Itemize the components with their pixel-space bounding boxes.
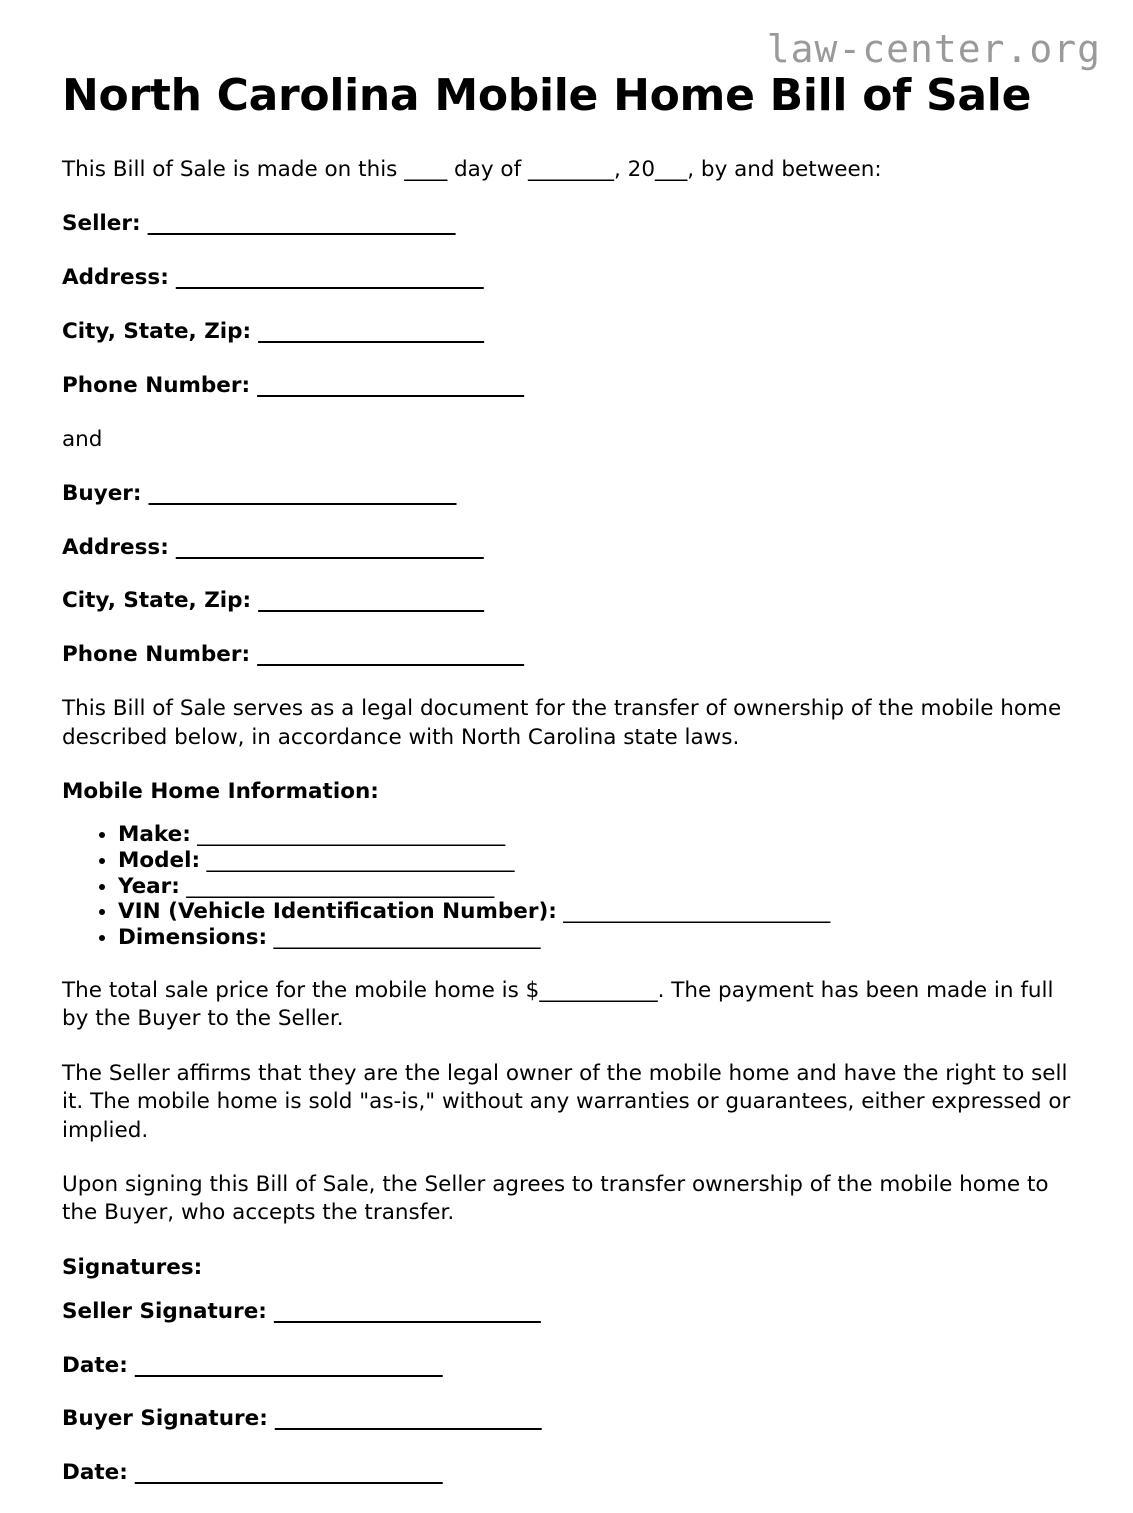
transfer-paragraph: Upon signing this Bill of Sale, the Seller agrees to transfer ownership of the mobile home to the Buyer, who accepts the transfer. xyxy=(62,1171,1049,1226)
buyer-phone-blank[interactable]: __________________________ xyxy=(250,642,524,668)
buyer-address-field xyxy=(62,534,1072,562)
dimensions-label: Dimensions: xyxy=(118,925,268,951)
buyer-name-field xyxy=(62,480,1072,508)
seller-date-label: Date: xyxy=(62,1352,128,1378)
buyer-date-label: Date: xyxy=(62,1460,128,1486)
model-blank[interactable]: ______________________________ xyxy=(200,847,514,873)
purpose-paragraph: This Bill of Sale serves as a legal document for the transfer of ownership of the mobile home described below, in accordance with North Carolina state laws. xyxy=(62,696,1062,750)
seller-date-blank[interactable]: ______________________________ xyxy=(127,1352,443,1378)
document-body xyxy=(62,72,1072,1513)
site-watermark: law-center.org xyxy=(766,27,1101,71)
list-item xyxy=(118,925,1072,951)
model-label: Model: xyxy=(118,847,201,873)
dimensions-blank[interactable]: __________________________ xyxy=(267,925,540,951)
buyer-phone-field xyxy=(62,641,1072,669)
year-blank[interactable]: ______________________________ xyxy=(179,873,494,899)
page-title: North Carolina Mobile Home Bill of Sale xyxy=(62,70,1032,121)
seller-address-label: Address: xyxy=(62,264,169,290)
buyer-signature-label: Buyer Signature: xyxy=(62,1406,268,1432)
seller-city-blank[interactable]: ______________________ xyxy=(251,318,484,344)
intro-paragraph: This Bill of Sale is made on this ____ day of ________, 20___, by and between: xyxy=(62,156,882,182)
seller-name-label: Seller: xyxy=(62,210,141,236)
signatures-section xyxy=(62,1254,1072,1488)
seller-signature-blank[interactable]: __________________________ xyxy=(266,1298,541,1324)
vin-label: VIN (Vehicle Identification Number): xyxy=(118,899,557,925)
seller-phone-field xyxy=(62,372,1072,400)
buyer-city-state-zip-field xyxy=(62,587,1072,615)
buyer-date-field xyxy=(62,1459,1072,1487)
buyer-address-blank[interactable]: ______________________________ xyxy=(168,534,484,560)
seller-name-blank[interactable]: ______________________________ xyxy=(140,210,456,236)
seller-phone-blank[interactable]: __________________________ xyxy=(250,372,524,398)
seller-city-state-zip-field xyxy=(62,318,1072,346)
list-item xyxy=(118,899,1072,925)
seller-address-blank[interactable]: ______________________________ xyxy=(168,264,484,290)
vin-blank[interactable]: __________________________ xyxy=(556,899,830,925)
buyer-name-label: Buyer: xyxy=(62,480,142,506)
buyer-city-label: City, State, Zip: xyxy=(62,588,252,614)
price-paragraph: The total sale price for the mobile home is $___________. The payment has been made in full by the Buyer to the Seller. xyxy=(62,978,1054,1032)
seller-phone-label: Phone Number: xyxy=(62,372,251,398)
seller-address-field xyxy=(62,264,1072,292)
year-label: Year: xyxy=(118,873,180,899)
mobile-home-information-heading: Mobile Home Information: xyxy=(62,779,379,805)
list-item xyxy=(118,848,1072,874)
make-blank[interactable]: ______________________________ xyxy=(190,822,505,848)
conjunction-and: and xyxy=(62,426,103,452)
list-item xyxy=(118,874,1072,900)
signatures-heading: Signatures: xyxy=(62,1254,203,1280)
list-item xyxy=(118,822,1072,848)
buyer-signature-blank[interactable]: __________________________ xyxy=(267,1406,542,1432)
buyer-address-label: Address: xyxy=(62,534,169,560)
buyer-phone-label: Phone Number: xyxy=(62,642,251,668)
mobile-home-details-list xyxy=(62,822,1072,951)
buyer-name-blank[interactable]: ______________________________ xyxy=(141,480,456,506)
seller-signature-field xyxy=(62,1298,1072,1326)
seller-name-field xyxy=(62,210,1072,238)
affirmation-paragraph: The Seller affirms that they are the legal owner of the mobile home and have the right to sell it. The mobile home is sold "as-is," without any warranties or guarantees, either expressed or implied. xyxy=(62,1060,1071,1143)
make-label: Make: xyxy=(118,822,191,848)
buyer-date-blank[interactable]: ______________________________ xyxy=(127,1460,443,1486)
seller-date-field xyxy=(62,1352,1072,1380)
seller-city-label: City, State, Zip: xyxy=(62,318,252,344)
seller-signature-label: Seller Signature: xyxy=(62,1298,267,1324)
buyer-city-blank[interactable]: ______________________ xyxy=(251,588,484,614)
buyer-signature-field xyxy=(62,1405,1072,1433)
